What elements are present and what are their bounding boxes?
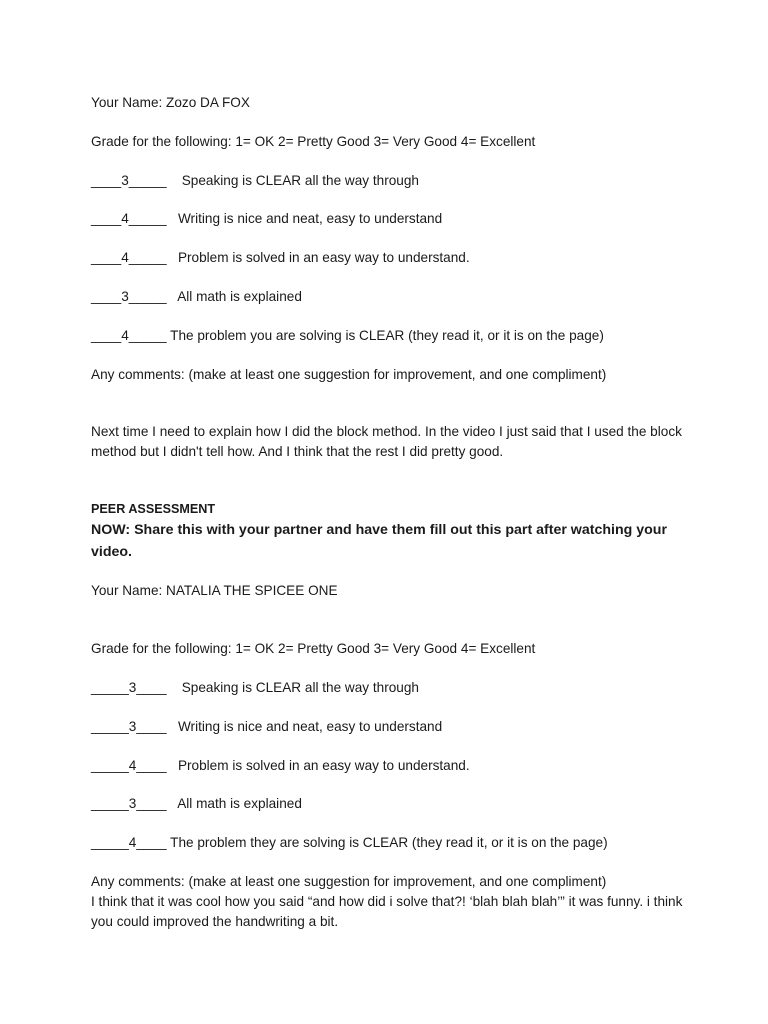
score-field: _____4____ (91, 758, 167, 773)
score-field: ____4_____ (91, 211, 167, 226)
criterion-text: Writing is nice and neat, easy to understand (177, 211, 443, 226)
criterion-text: Speaking is CLEAR all the way through (181, 173, 419, 188)
self-item-3 (91, 249, 470, 267)
score-field: ____4_____ (91, 250, 167, 265)
peer-comments-prompt: Any comments: (make at least one suggestion for improvement, and one compliment) (91, 874, 607, 889)
peer-item-3 (91, 757, 470, 775)
criterion-text: All math is explained (177, 289, 302, 304)
criterion-text: Problem is solved in an easy way to understand. (177, 758, 470, 773)
self-grade-key: Grade for the following: 1= OK 2= Pretty Good 3= Very Good 4= Excellent (91, 134, 536, 149)
criterion-text: The problem they are solving is CLEAR (they read it, or it is on the page) (170, 835, 608, 850)
score-field: ____3_____ (91, 173, 167, 188)
criterion-text: Writing is nice and neat, easy to understand (177, 719, 443, 734)
peer-comment: I think that it was cool how you said “and how did i solve that?! ‘blah blah blah’” it was funny. i think you could improved the handwriting a bit. (91, 894, 683, 929)
score-field: _____3____ (91, 719, 167, 734)
peer-grade-key: Grade for the following: 1= OK 2= Pretty Good 3= Very Good 4= Excellent (91, 641, 536, 656)
self-item-1 (91, 172, 419, 190)
peer-item-1 (91, 679, 419, 697)
self-item-5 (91, 327, 604, 345)
peer-item-4 (91, 795, 302, 813)
criterion-text: The problem you are solving is CLEAR (they read it, or it is on the page) (170, 328, 604, 343)
criterion-text: Problem is solved in an easy way to understand. (177, 250, 470, 265)
self-comments-prompt: Any comments: (make at least one suggestion for improvement, and one compliment) (91, 367, 607, 382)
criterion-text: Speaking is CLEAR all the way through (181, 680, 419, 695)
peer-item-2 (91, 718, 442, 736)
self-comment: Next time I need to explain how I did the block method. In the video I just said that I used the block method but I didn't tell how. And I think that the rest I did pretty good. (91, 424, 682, 459)
self-name-line: Your Name: Zozo DA FOX (91, 95, 250, 110)
self-item-4 (91, 288, 302, 306)
score-field: _____3____ (91, 680, 167, 695)
peer-item-5 (91, 834, 608, 852)
peer-instruction: NOW: Share this with your partner and have them fill out this part after watching your video. (91, 522, 667, 560)
peer-name-line: Your Name: NATALIA THE SPICEE ONE (91, 583, 338, 598)
peer-heading: PEER ASSESSMENT (91, 502, 216, 516)
score-field: _____3____ (91, 796, 167, 811)
score-field: _____4____ (91, 835, 167, 850)
score-field: ____4_____ (91, 328, 167, 343)
criterion-text: All math is explained (177, 796, 302, 811)
score-field: ____3_____ (91, 289, 167, 304)
self-item-2 (91, 210, 442, 228)
